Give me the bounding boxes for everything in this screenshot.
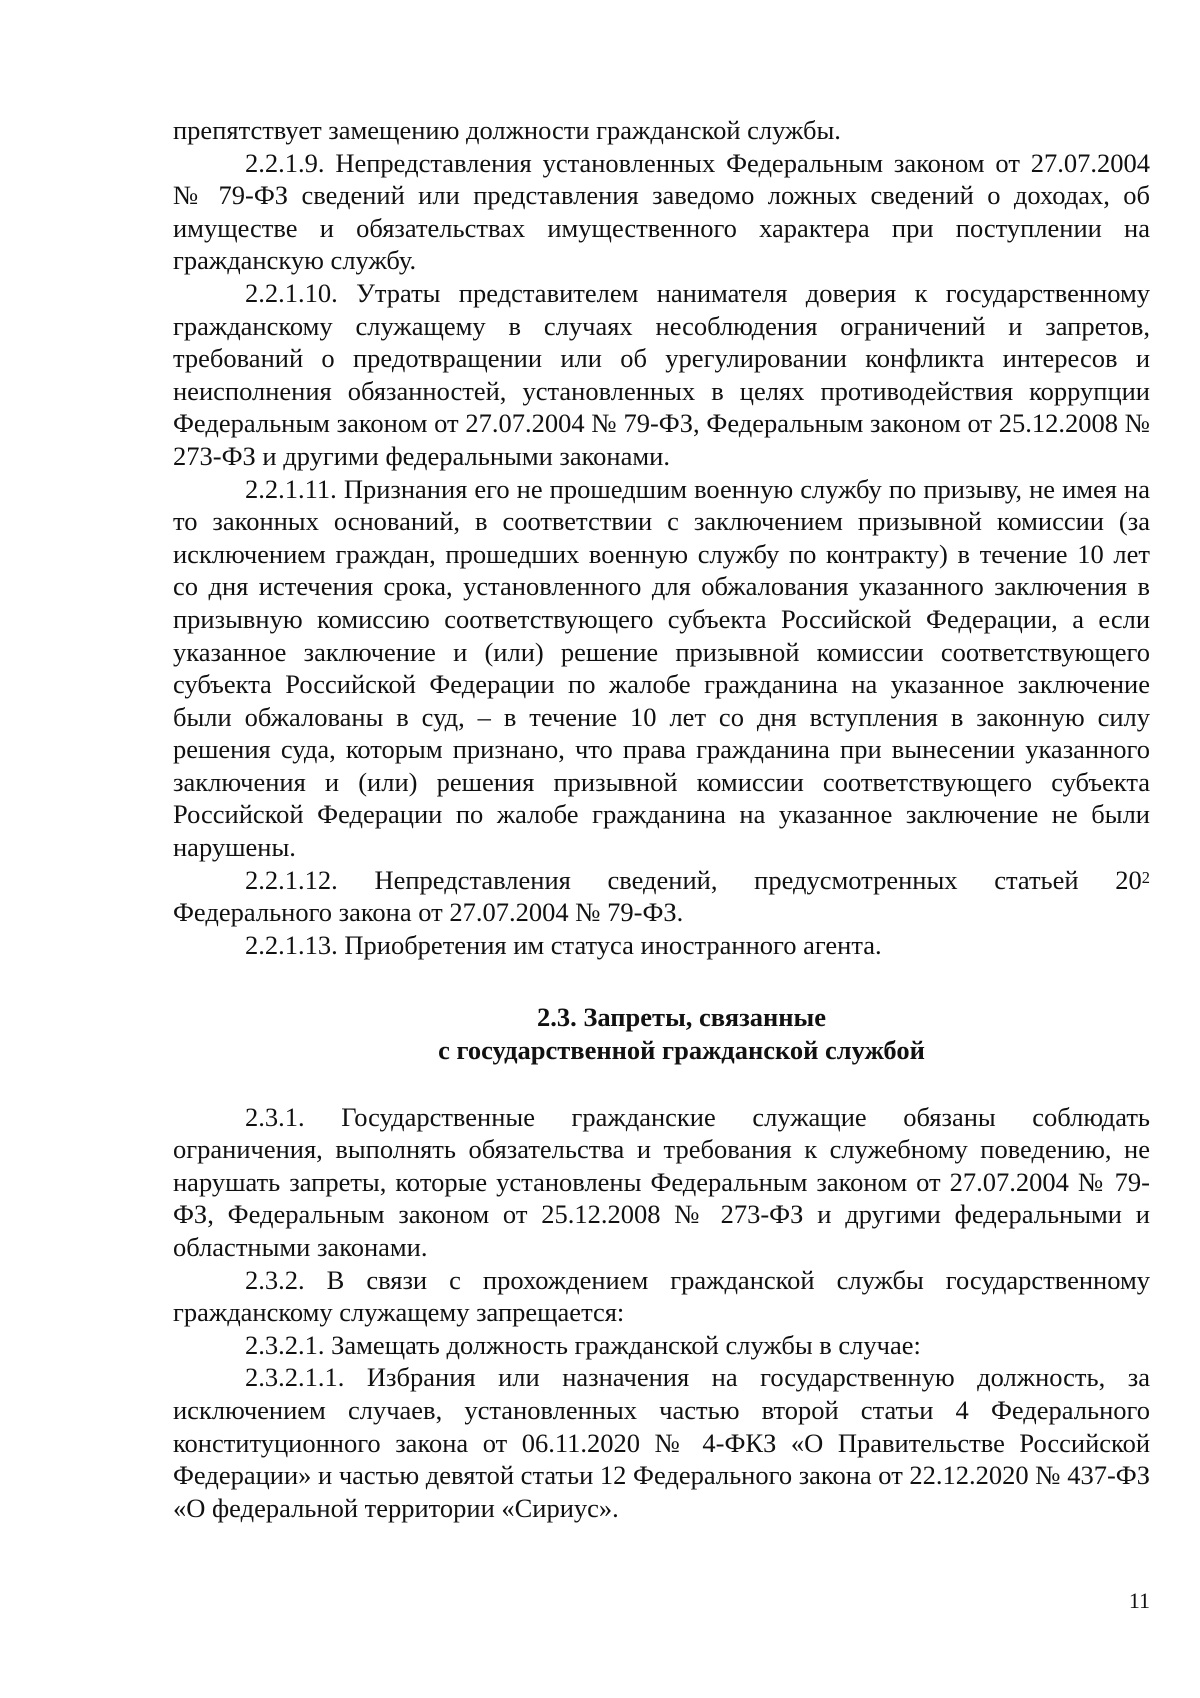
spacer [173, 961, 1150, 1001]
paragraph-2-2-1-10: 2.2.1.10. Утраты представителем нанимателя доверия к государственному гражданскому служащему в случаях несоблюдения ограничений и запретов, требований о предотвращении или об урегулировании конфликта интересов и неисполнения обязанностей, установленных в целях противодействия коррупции Федеральным законом от 27.07.2004 № 79-ФЗ, Федеральным законом от 25.12.2008 № 273-ФЗ и другими федеральными законами. [173, 277, 1150, 471]
paragraph-2-2-1-12 [173, 864, 1150, 929]
superscript-2: 2 [1141, 867, 1150, 887]
paragraph-2-2-1-11: 2.2.1.11. Признания его не прошедшим военную службу по призыву, не имея на то законных оснований, в соответствии с заключением призывной комиссии (за исключением граждан, прошедших военную службу по контракту) в течение 10 лет со дня истечения срока, установленного для обжалования указанного заключения в призывную комиссию соответствующего субъекта Российской Федерации, а если указанное заключение и (или) решение призывной комиссии соответствующего субъекта Российской Федерации по жалобе гражданина на указанное заключение были обжалованы в суд, – в течение 10 лет со дня вступления в законную силу решения суда, которым признано, что права гражданина при вынесении указанного заключения и (или) решения призывной комиссии соответствующего субъекта Российской Федерации по жалобе гражданина на указанное заключение не были нарушены. [173, 473, 1150, 863]
paragraph-2-2-1-9: 2.2.1.9. Непредставления установленных Федеральным законом от 27.07.2004 № 79-ФЗ сведений или представления заведомо ложных сведений о доходах, об имуществе и обязательствах имущественного характера при поступлении на гражданскую службу. [173, 147, 1150, 276]
document-page [173, 114, 1150, 1524]
section-title-line-2: с государственной гражданской службой [438, 1035, 925, 1066]
page-number: 11 [1128, 1588, 1150, 1613]
paragraph-2-2-1-13: 2.2.1.13. Приобретения им статуса иностранного агента. [245, 929, 882, 960]
paragraph-2-3-1: 2.3.1. Государственные гражданские служащие обязаны соблюдать ограничения, выполнять обязательства и требования к служебному поведению, не нарушать запреты, которые установлены Федеральным законом от 27.07.2004 № 79-ФЗ, Федеральным законом от 25.12.2008 № 273-ФЗ и другими федеральными и областными законами. [173, 1101, 1150, 1262]
paragraph-2-2-1-12-text: 2.2.1.12. Непредставления сведений, предусмотренных статьей 20 [245, 864, 1142, 895]
paragraph-2-3-2: 2.3.2. В связи с прохождением гражданской службы государственному гражданскому служащему запрещается: [173, 1264, 1150, 1328]
spacer [173, 1067, 1150, 1101]
paragraph-2-3-2-1-1: 2.3.2.1.1. Избрания или назначения на государственную должность, за исключением случаев, установленных частью второй статьи 4 Федерального конституционного закона от 06.11.2020 № 4-ФКЗ «О Правительстве Российской Федерации» и частью девятой статьи 12 Федерального закона от 22.12.2020 № 437-ФЗ «О федеральной территории «Сириус». [173, 1362, 1150, 1523]
paragraph-2-3-2-1: 2.3.2.1. Замещать должность гражданской службы в случае: [245, 1329, 921, 1360]
section-title-line-1: 2.3. Запреты, связанные [537, 1002, 826, 1033]
paragraph-continuation: препятствует замещению должности гражданской службы. [173, 115, 841, 145]
paragraph-2-2-1-12-text-end: Федерального закона от 27.07.2004 № 79-ФЗ. [173, 897, 684, 928]
